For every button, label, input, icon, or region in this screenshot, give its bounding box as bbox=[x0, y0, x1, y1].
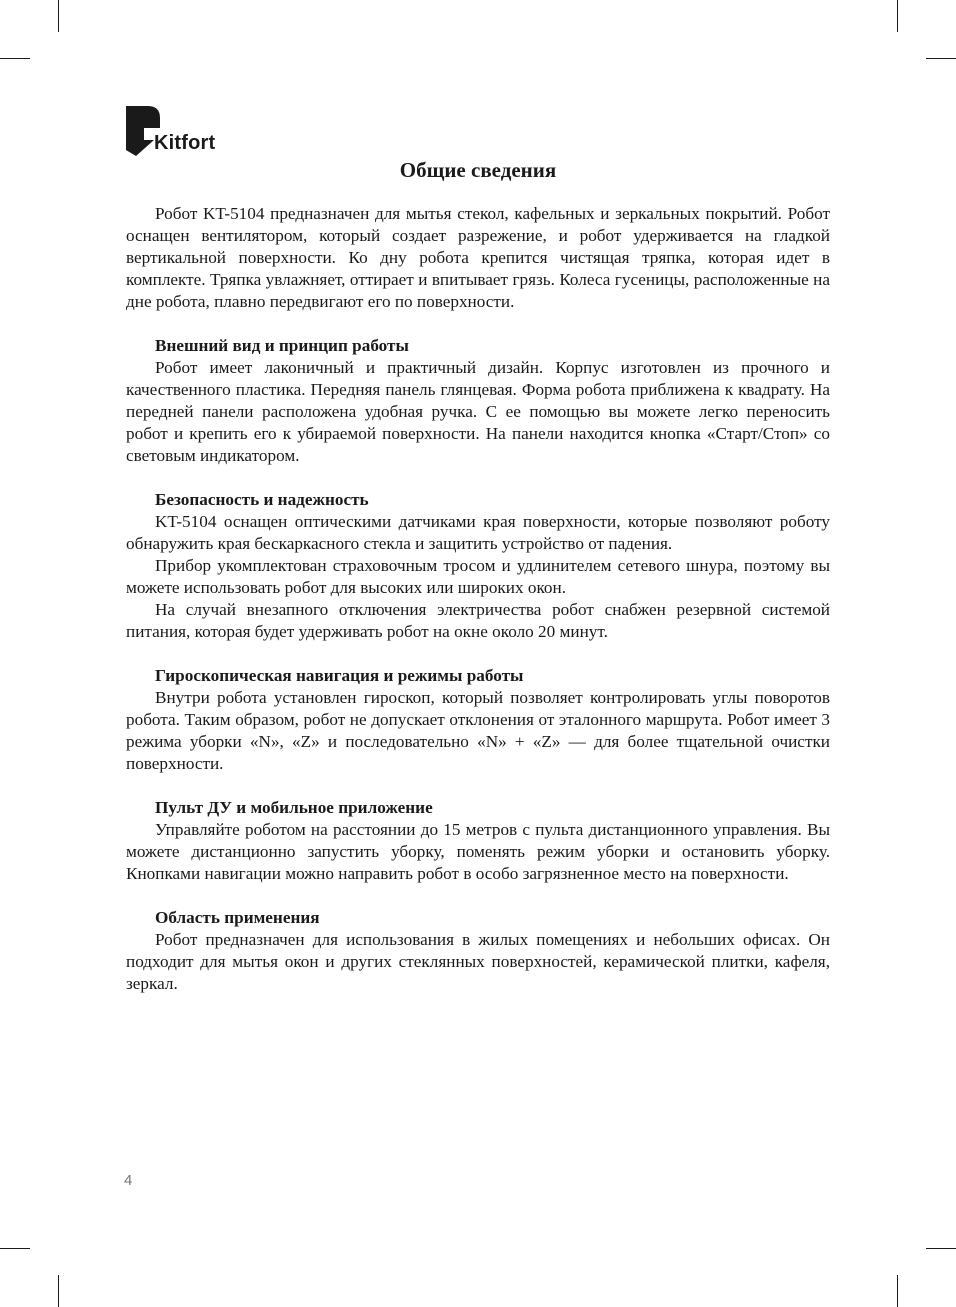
section-heading: Гироскопическая навигация и режимы работы bbox=[155, 666, 524, 685]
intro-paragraph: Робот KT-5104 предназначен для мытья стекол, кафельных и зеркальных покрытий. Робот оснащен вентилятором, который создает разрежение, и робот удерживается на гладкой вертикальной поверхности. Ко дну робота крепится чистящая тряпка, которая идет в комплекте. Тряпка увлажняет, оттирает и впитывает грязь. Колеса гусеницы, расположенные на дне робота, плавно передвигают его по поверхности. bbox=[126, 204, 830, 311]
crop-mark bbox=[58, 0, 59, 32]
brand-name: Kitfort bbox=[154, 132, 216, 154]
section-paragraph: Робот имеет лаконичный и практичный дизайн. Корпус изготовлен из прочного и качественного пластика. Передняя панель глянцевая. Форма робота приближена к квадрату. На передней панели расположена удобная ручка. С ее помощью вы можете легко переносить робот и крепить его к убираемой поверхности. На панели находится кнопка «Старт/Стоп» со световым индикатором. bbox=[126, 358, 830, 465]
section-paragraph: Робот предназначен для использования в жилых помещениях и небольших офисах. Он подходит для мытья окон и других стеклянных поверхностей, керамической плитки, кафеля, зеркал. bbox=[126, 930, 830, 993]
page-number: 4 bbox=[124, 1172, 133, 1189]
section-heading: Внешний вид и принцип работы bbox=[155, 336, 409, 355]
crop-mark bbox=[897, 0, 898, 32]
crop-mark bbox=[0, 58, 30, 59]
section-paragraph: Управляйте роботом на расстоянии до 15 метров с пульта дистанционного управления. Вы можете дистанционно запустить уборку, поменять режим уборки и остановить уборку. Кнопками навигации можно направить робот в особо загрязненное место на поверхности. bbox=[126, 820, 830, 883]
crop-mark bbox=[58, 1275, 59, 1307]
crop-mark bbox=[897, 1275, 898, 1307]
section-paragraph: KT-5104 оснащен оптическими датчиками края поверхности, которые позволяют роботу обнаружить края бескаркасного стекла и защитить устройство от падения. bbox=[126, 512, 830, 553]
crop-mark bbox=[0, 1248, 30, 1249]
section-paragraph: На случай внезапного отключения электричества робот снабжен резервной системой питания, которая будет удерживать робот на окне около 20 минут. bbox=[126, 600, 830, 641]
page-title: Общие сведения bbox=[399, 158, 557, 182]
section-heading: Пульт ДУ и мобильное приложение bbox=[155, 798, 433, 817]
document-body bbox=[126, 203, 830, 995]
section-heading: Безопасность и надежность bbox=[155, 490, 369, 509]
section-heading: Область применения bbox=[155, 908, 320, 927]
section-paragraph: Внутри робота установлен гироскоп, который позволяет контролировать углы поворотов робота. Таким образом, робот не допускает отклонения от эталонного маршрута. Робот имеет 3 режима уборки «N», «Z» и последовательно «N» + «Z» — для более тщательной очистки поверхности. bbox=[126, 688, 830, 773]
crop-mark bbox=[926, 58, 956, 59]
section-paragraph: Прибор укомплектован страховочным тросом и удлинителем сетевого шнура, поэтому вы можете использовать робот для высоких или широких окон. bbox=[126, 556, 830, 597]
crop-mark bbox=[926, 1248, 956, 1249]
brand-logo bbox=[126, 106, 236, 158]
